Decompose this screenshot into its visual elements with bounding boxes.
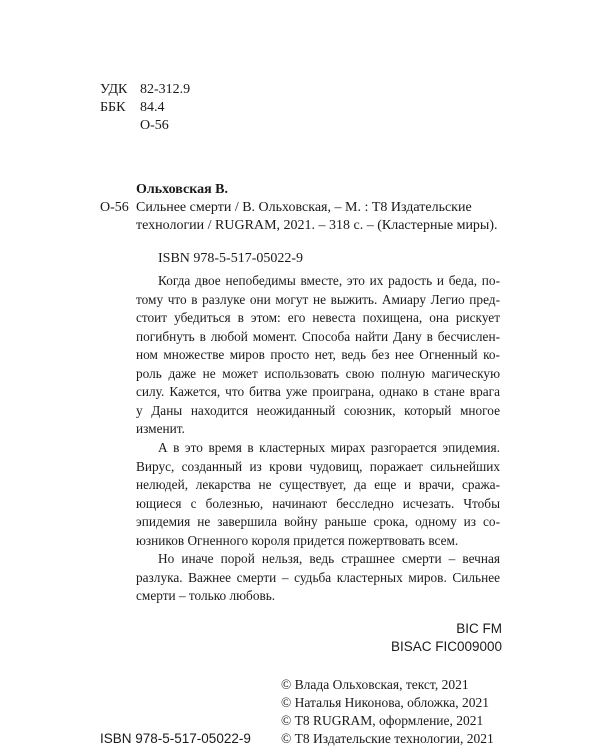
annotation-line: Но иначе порой нельзя, ведь страшнее смерти – вечная: [158, 551, 500, 566]
annotation-line: погибнуть в любой момент. Способа найти Дану в бесчислен-: [136, 328, 500, 344]
copyright-line: © Наталья Никонова, обложка, 2021: [281, 695, 490, 710]
bbk-label: ББК: [100, 100, 126, 115]
annotation-paragraph-1: [136, 272, 500, 439]
bibliographic-line-2: технологии / RUGRAM, 2021. – 318 с. – (Кластерные миры).: [136, 218, 498, 233]
bisac-code: BISAC FIC009000: [390, 639, 502, 654]
annotation-line: стоит убедиться в этом: его невеста похищена, она рискует: [136, 310, 500, 325]
bbk-author-mark: О-56: [140, 118, 169, 133]
copyright-line: © Т8 Издательские технологии, 2021: [281, 731, 494, 746]
bibliographic-line-1: Сильнее смерти / В. Ольховская, – М. : Т8 Издательские: [136, 200, 472, 215]
annotation-line: изменит.: [136, 421, 185, 436]
isbn-main: ISBN 978-5-517-05022-9: [158, 251, 304, 266]
copyright-line: © Влада Ольховская, текст, 2021: [281, 677, 469, 692]
annotation-line: у Даны находится неожиданный союзник, который многое: [136, 402, 500, 418]
annotation-line: роль даже не может использовать свою полную магическую: [136, 365, 500, 381]
copyright-line: © Т8 RUGRAM, оформление, 2021: [281, 713, 484, 728]
annotation-line: юзников Огненного короля придется пожертвовать всем.: [136, 532, 459, 548]
annotation-line: ющиеся с болезнью, начинают бесследно исчезать. Чтобы: [136, 495, 500, 511]
udk-label: УДК: [100, 82, 128, 97]
author-mark: О-56: [100, 200, 129, 215]
annotation-line: Вирус, созданный из крови чудовищ, поражает сильнейших: [136, 458, 500, 474]
annotation-line: Когда двое непобедимы вместе, это их радость и беда, по-: [158, 273, 500, 288]
bic-code: BIC FM: [456, 621, 502, 636]
annotation-line: разлука. Важнее смерти – судьба кластерных миров. Сильнее: [136, 569, 500, 585]
bbk-value: 84.4: [140, 100, 165, 115]
annotation-line: нелюдей, лекарства не существует, да еще и врачи, сража-: [136, 477, 500, 492]
author-heading: Ольховская В.: [136, 182, 228, 197]
annotation-line: эпидемия не завершила войну раньше срока, одному из со-: [136, 514, 500, 529]
annotation-paragraph-3: [136, 550, 500, 606]
annotation-line: ном множестве миров просто нет, ведь без нее Огненный ко-: [136, 347, 500, 362]
annotation-paragraph-2: [136, 439, 500, 550]
udk-value: 82-312.9: [140, 82, 191, 97]
annotation-line: тому что в разлуке они могут не выжить. Амиару Легио пред-: [136, 291, 500, 307]
annotation-line: смерти – только любовь.: [136, 588, 276, 603]
annotation-line: А в это время в кластерных мирах разгорается эпидемия.: [158, 440, 500, 455]
isbn-bottom: ISBN 978-5-517-05022-9: [100, 731, 251, 746]
annotation-line: силу. Кажется, что битва уже проиграна, однако в стане врага: [136, 384, 500, 399]
